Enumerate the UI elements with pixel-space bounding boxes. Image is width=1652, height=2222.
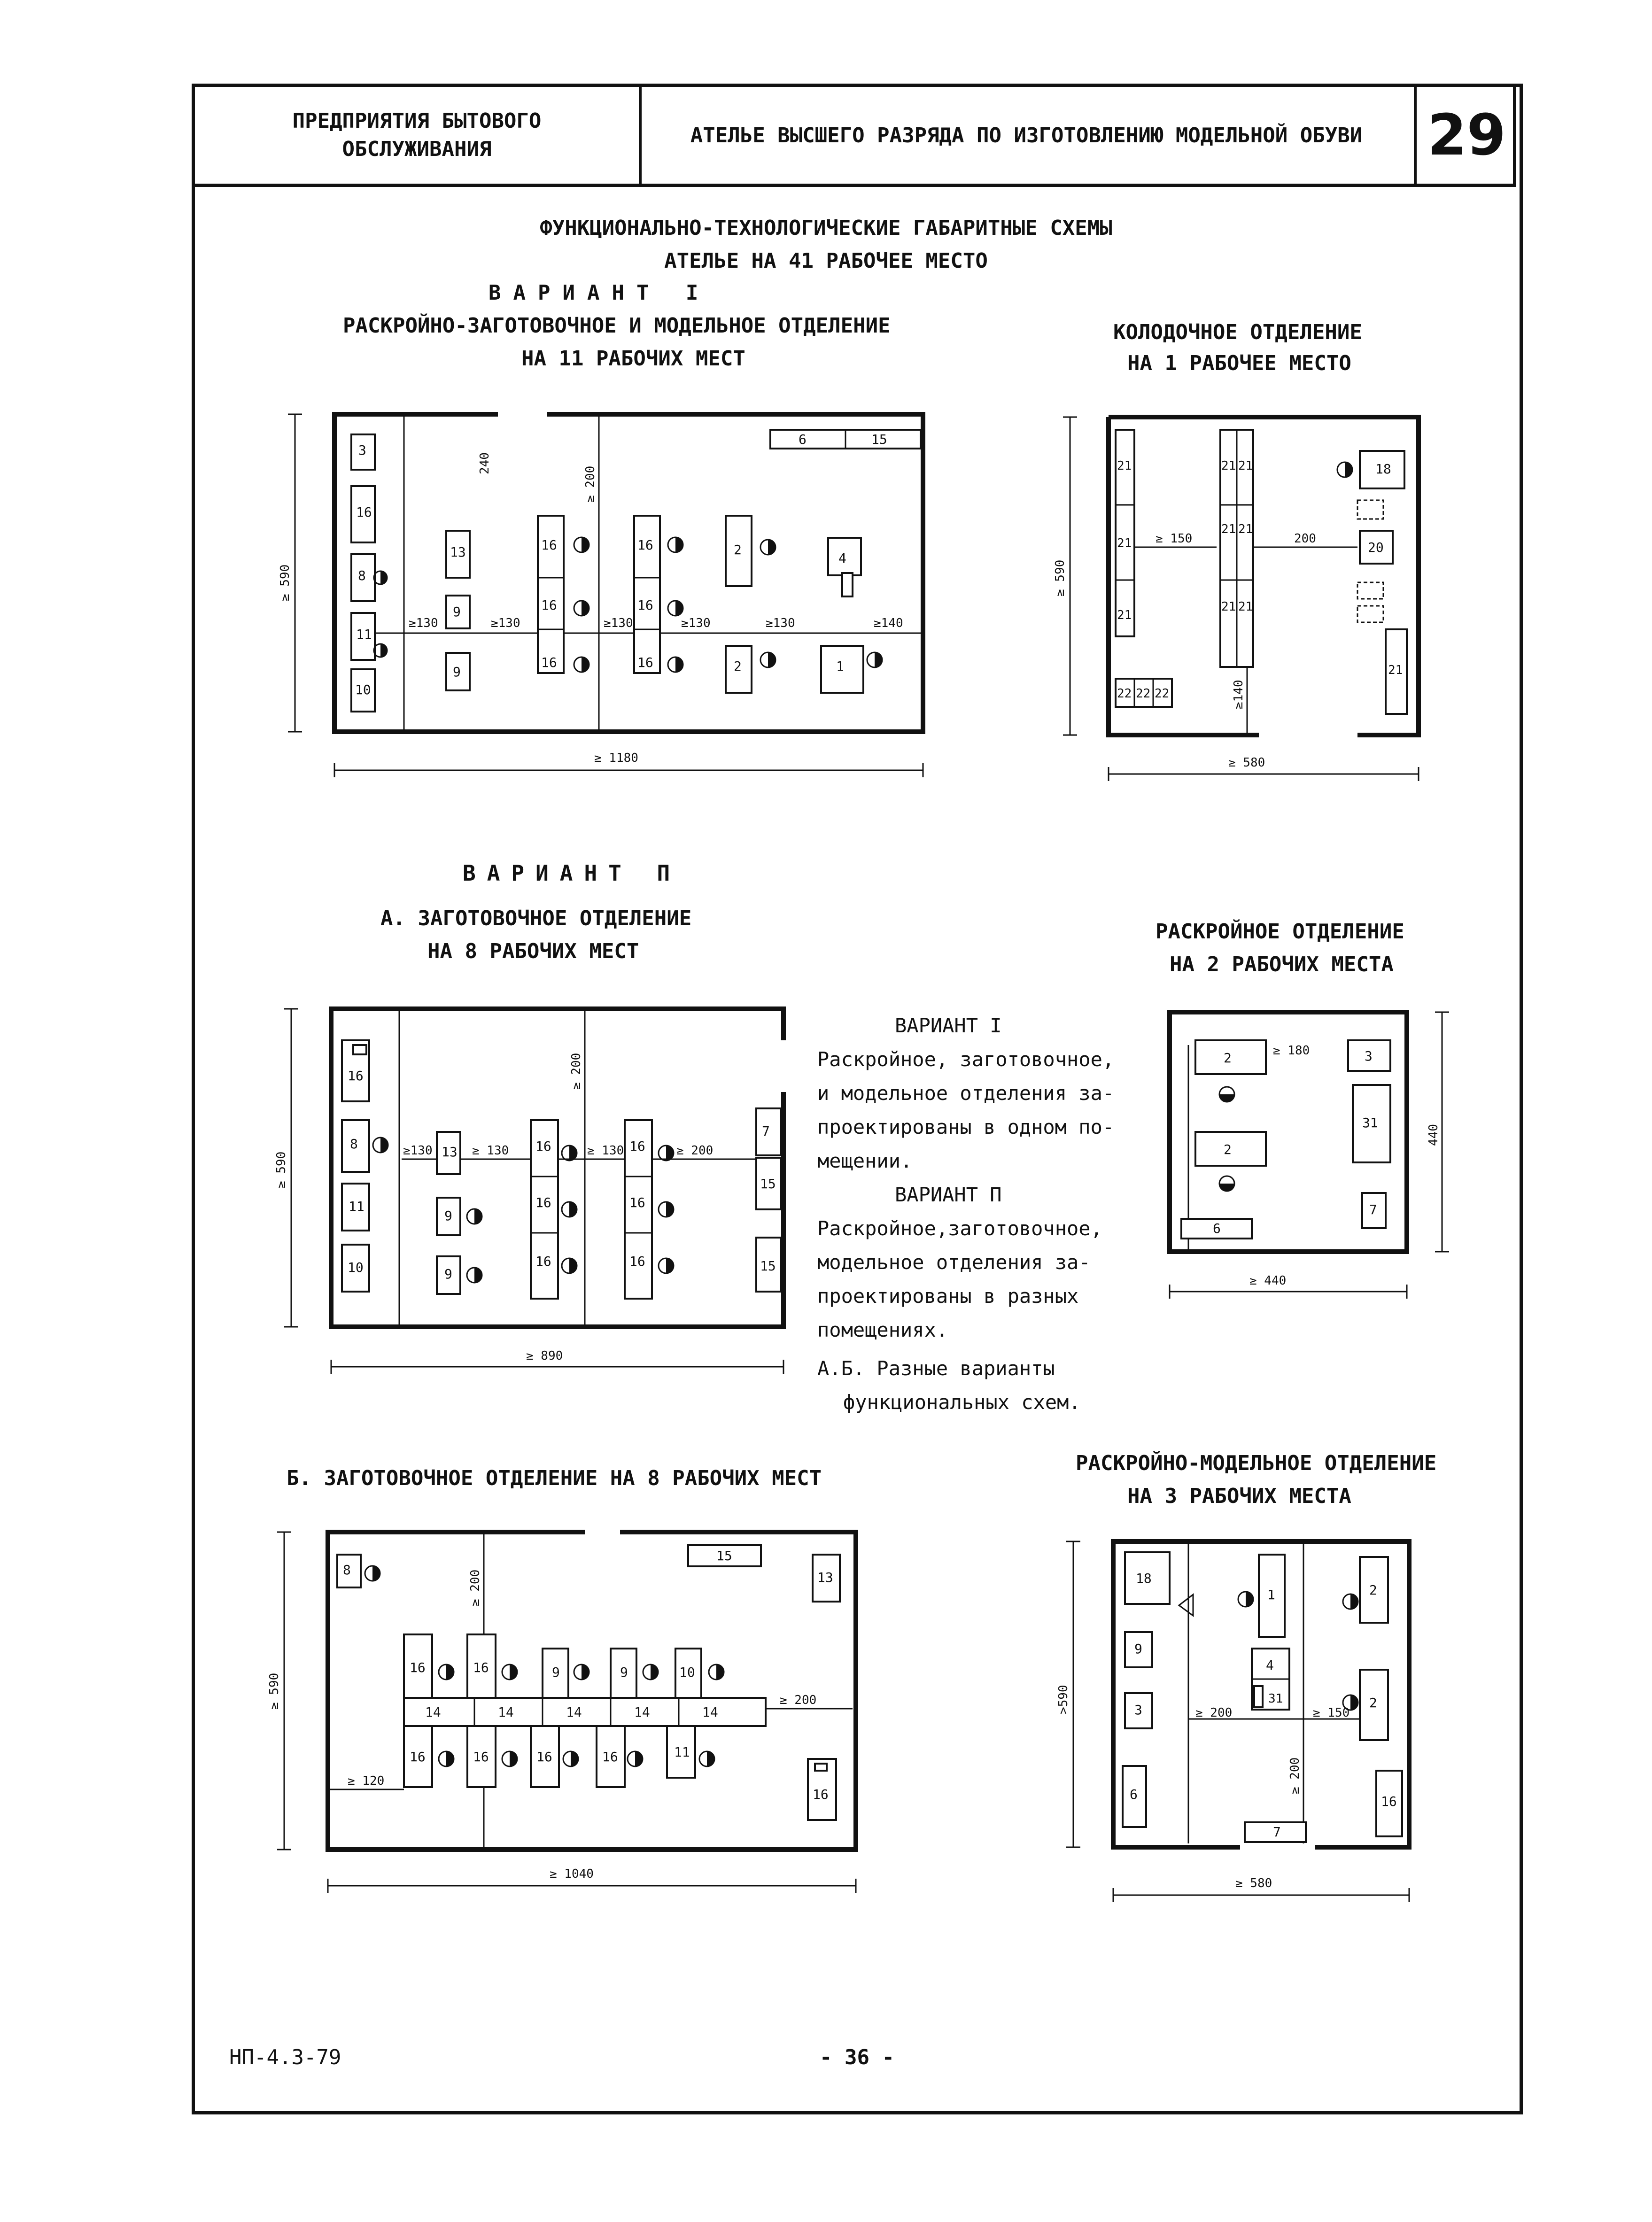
note-v2-line-4: помещениях. — [817, 1318, 948, 1341]
svg-text:31: 31 — [1362, 1115, 1378, 1130]
svg-text:16: 16 — [535, 1195, 551, 1210]
svg-text:13: 13 — [450, 544, 466, 560]
main-title-line-2: АТЕЛЬЕ НА 41 РАБОЧЕЕ МЕСТО — [664, 249, 988, 273]
svg-text:1: 1 — [836, 658, 844, 674]
dim-v1-a-height: ≥ 590 — [278, 564, 292, 601]
plan-v2-d-cutting-model-workshop — [1066, 1541, 1409, 1902]
main-title-line-1: ФУНКЦИОНАЛЬНО-ТЕХНОЛОГИЧЕСКИЕ ГАБАРИТНЫЕ СХЕМЫ — [540, 216, 1112, 240]
plan-v2-c-sewing-workshop — [277, 1532, 856, 1893]
note-v1-line-2: и модельное отделения за- — [817, 1082, 1115, 1105]
svg-text:≥130: ≥130 — [681, 616, 711, 630]
svg-text:≥ 180: ≥ 180 — [1273, 1044, 1310, 1058]
svg-text:≥ 200: ≥ 200 — [780, 1693, 817, 1707]
svg-text:9: 9 — [453, 664, 461, 680]
svg-text:16: 16 — [637, 537, 653, 553]
svg-text:1: 1 — [1267, 1587, 1275, 1603]
svg-text:9: 9 — [444, 1266, 452, 1282]
svg-text:14: 14 — [498, 1704, 514, 1720]
svg-text:3: 3 — [1134, 1702, 1142, 1718]
svg-text:7: 7 — [1369, 1202, 1377, 1217]
svg-text:15: 15 — [760, 1176, 776, 1192]
svg-text:≥130: ≥130 — [403, 1144, 433, 1158]
svg-text:22: 22 — [1117, 687, 1132, 701]
svg-text:21: 21 — [1221, 522, 1236, 536]
page-number: - 36 - — [820, 2045, 894, 2069]
plan-v1-cutting-workshop — [288, 414, 923, 777]
svg-text:16: 16 — [629, 1138, 645, 1154]
svg-text:18: 18 — [1136, 1571, 1152, 1586]
svg-text:≥ 200: ≥ 200 — [569, 1053, 583, 1090]
svg-text:8: 8 — [343, 1562, 351, 1578]
dim-v2-d-height: >590 — [1056, 1685, 1070, 1714]
svg-text:16: 16 — [536, 1749, 552, 1765]
svg-text:2: 2 — [1369, 1695, 1377, 1711]
plan-v2-a-sewing-workshop — [284, 1009, 783, 1374]
svg-text:2: 2 — [1224, 1142, 1232, 1157]
svg-text:10: 10 — [355, 682, 371, 697]
svg-text:9: 9 — [552, 1665, 560, 1680]
svg-text:6: 6 — [799, 432, 807, 447]
svg-text:14: 14 — [425, 1704, 441, 1720]
svg-text:9: 9 — [1134, 1641, 1142, 1657]
svg-text:16: 16 — [473, 1660, 489, 1675]
dim-v1-a-width: ≥ 1180 — [594, 751, 638, 765]
dim-v2-a-width: ≥ 890 — [526, 1349, 563, 1363]
svg-text:16: 16 — [348, 1068, 364, 1084]
dim-v1-b-height: ≥ 590 — [1053, 559, 1067, 596]
v2-section-b-title-1: РАСКРОЙНОЕ ОТДЕЛЕНИЕ — [1156, 920, 1404, 944]
document-code: НП-4.3-79 — [229, 2045, 341, 2069]
note-v1-line-4: мещении. — [817, 1149, 913, 1172]
svg-text:21: 21 — [1238, 600, 1253, 614]
svg-text:21: 21 — [1238, 522, 1253, 536]
svg-text:16: 16 — [637, 655, 653, 670]
dim-v1-b-width: ≥ 580 — [1228, 756, 1265, 770]
svg-text:9: 9 — [444, 1208, 452, 1223]
svg-text:11: 11 — [349, 1199, 365, 1214]
svg-text:11: 11 — [674, 1744, 690, 1760]
sheet-number: 29 — [1427, 102, 1506, 168]
note-v1-line-1: Раскройное, заготовочное, — [817, 1048, 1115, 1071]
svg-text:8: 8 — [358, 568, 366, 583]
svg-text:16: 16 — [410, 1660, 426, 1675]
plan-v2-b-cutting-workshop — [1170, 1012, 1449, 1299]
dim-v2-c-height: ≥ 590 — [267, 1672, 281, 1710]
dim-v2-b-width: ≥ 440 — [1249, 1274, 1287, 1288]
svg-text:≥ 200: ≥ 200 — [1195, 1706, 1233, 1720]
dim-v2-b-height: 440 — [1427, 1124, 1441, 1146]
v2-section-d-title-1: РАСКРОЙНО-МОДЕЛЬНОЕ ОТДЕЛЕНИЕ — [1076, 1451, 1437, 1475]
svg-text:6: 6 — [1130, 1787, 1138, 1802]
svg-text:≥ 200: ≥ 200 — [676, 1144, 714, 1158]
svg-text:10: 10 — [679, 1665, 695, 1680]
note-v1-line-3: проектированы в одном по- — [817, 1115, 1115, 1138]
v2-section-a-title-1: А. ЗАГОТОВОЧНОЕ ОТДЕЛЕНИЕ — [380, 906, 692, 930]
svg-text:16: 16 — [629, 1254, 645, 1269]
svg-text:16: 16 — [602, 1749, 618, 1765]
svg-text:21: 21 — [1117, 459, 1132, 473]
svg-text:≥ 150: ≥ 150 — [1156, 532, 1193, 546]
svg-text:≥ 200: ≥ 200 — [1288, 1757, 1302, 1794]
svg-text:2: 2 — [1369, 1582, 1377, 1598]
svg-text:≥ 200: ≥ 200 — [468, 1569, 482, 1606]
svg-text:31: 31 — [1268, 1692, 1283, 1706]
svg-text:14: 14 — [566, 1704, 582, 1720]
svg-text:14: 14 — [634, 1704, 650, 1720]
svg-text:16: 16 — [1381, 1794, 1397, 1809]
org-line-1: ПРЕДПРИЯТИЯ БЫТОВОГО — [292, 109, 542, 133]
svg-text:7: 7 — [1273, 1824, 1281, 1840]
svg-text:16: 16 — [410, 1749, 426, 1765]
svg-text:≥ 120: ≥ 120 — [348, 1774, 385, 1788]
svg-text:2: 2 — [734, 542, 742, 557]
svg-text:16: 16 — [473, 1749, 489, 1765]
v2-section-b-title-2: НА 2 РАБОЧИХ МЕСТА — [1170, 952, 1394, 976]
svg-text:3: 3 — [358, 442, 366, 458]
svg-text:11: 11 — [356, 627, 372, 642]
v1-section-a-title-1: РАСКРОЙНО-ЗАГОТОВОЧНОЕ И МОДЕЛЬНОЕ ОТДЕЛЕНИЕ — [343, 314, 891, 338]
note-v2-line-3: проектированы в разных — [817, 1285, 1079, 1308]
svg-text:21: 21 — [1117, 608, 1132, 622]
dim-v2-a-height: ≥ 590 — [274, 1151, 288, 1188]
v1-section-b-title-2: НА 1 РАБОЧЕЕ МЕСТО — [1127, 351, 1351, 375]
svg-text:6: 6 — [1213, 1221, 1221, 1236]
note-v2-title: ВАРИАНТ П — [895, 1183, 1002, 1206]
svg-text:≥ 130: ≥ 130 — [472, 1144, 509, 1158]
svg-text:≥ 200: ≥ 200 — [583, 465, 597, 503]
svg-text:7: 7 — [762, 1123, 770, 1139]
svg-text:≥140: ≥140 — [874, 616, 903, 630]
svg-text:≥130: ≥130 — [604, 616, 633, 630]
svg-text:16: 16 — [356, 504, 372, 520]
v2-section-c-title: Б. ЗАГОТОВОЧНОЕ ОТДЕЛЕНИЕ НА 8 РАБОЧИХ МЕСТ — [287, 1466, 822, 1490]
svg-text:240: 240 — [478, 452, 492, 474]
svg-text:15: 15 — [716, 1548, 732, 1564]
svg-text:4: 4 — [1266, 1657, 1274, 1673]
svg-text:≥130: ≥130 — [491, 616, 520, 630]
svg-text:9: 9 — [620, 1665, 628, 1680]
note-v2-line-1: Раскройное,заготовочное, — [817, 1217, 1102, 1240]
variant-1-label: ВАРИАНТ I — [489, 281, 711, 305]
svg-text:16: 16 — [629, 1195, 645, 1210]
svg-text:16: 16 — [535, 1138, 551, 1154]
svg-text:3: 3 — [1365, 1048, 1373, 1064]
svg-text:13: 13 — [817, 1570, 833, 1585]
svg-text:13: 13 — [442, 1144, 458, 1160]
svg-text:≥ 130: ≥ 130 — [587, 1144, 624, 1158]
svg-text:2: 2 — [1224, 1050, 1232, 1066]
svg-text:18: 18 — [1375, 461, 1391, 477]
v1-section-b-title-1: КОЛОДОЧНОЕ ОТДЕЛЕНИЕ — [1113, 320, 1362, 344]
svg-text:16: 16 — [535, 1254, 551, 1269]
dim-v2-c-width: ≥ 1040 — [550, 1867, 594, 1881]
svg-text:200: 200 — [1294, 532, 1316, 546]
svg-text:≥130: ≥130 — [766, 616, 795, 630]
svg-text:21: 21 — [1221, 459, 1236, 473]
svg-text:2: 2 — [734, 658, 742, 674]
svg-text:22: 22 — [1136, 687, 1151, 701]
svg-text:≥140: ≥140 — [1232, 680, 1246, 709]
svg-text:16: 16 — [813, 1787, 829, 1802]
note-v2-line-2: модельное отделения за- — [817, 1251, 1091, 1274]
svg-text:22: 22 — [1155, 687, 1170, 701]
v2-section-d-title-2: НА 3 РАБОЧИХ МЕСТА — [1127, 1484, 1351, 1508]
svg-text:16: 16 — [541, 537, 557, 553]
svg-text:21: 21 — [1117, 536, 1132, 550]
svg-text:20: 20 — [1368, 540, 1384, 555]
dim-v2-d-width: ≥ 580 — [1235, 1876, 1272, 1890]
v2-section-a-title-2: НА 8 РАБОЧИХ МЕСТ — [427, 939, 639, 963]
svg-text:15: 15 — [760, 1258, 776, 1274]
svg-text:14: 14 — [702, 1704, 718, 1720]
svg-text:4: 4 — [838, 550, 846, 566]
plan-v1-last-workshop — [1063, 417, 1419, 781]
svg-text:16: 16 — [541, 597, 557, 613]
note-ab-line-1: А.Б. Разные варианты — [817, 1357, 1055, 1380]
svg-text:≥ 150: ≥ 150 — [1313, 1706, 1350, 1720]
svg-text:15: 15 — [871, 432, 887, 447]
v1-section-a-title-2: НА 11 РАБОЧИХ МЕСТ — [521, 347, 745, 371]
svg-text:16: 16 — [541, 655, 557, 670]
svg-text:9: 9 — [453, 604, 461, 619]
variant-2-label: ВАРИАНТ П — [463, 860, 682, 886]
note-v1-title: ВАРИАНТ I — [895, 1014, 1002, 1037]
svg-text:16: 16 — [637, 597, 653, 613]
svg-text:21: 21 — [1221, 600, 1236, 614]
svg-text:8: 8 — [350, 1136, 358, 1152]
org-line-2: ОБСЛУЖИВАНИЯ — [342, 137, 492, 161]
note-ab-line-2: функциональных схем. — [843, 1391, 1081, 1414]
document-title: АТЕЛЬЕ ВЫСШЕГО РАЗРЯДА ПО ИЗГОТОВЛЕНИЮ МОДЕЛЬНОЙ ОБУВИ — [639, 87, 1417, 184]
svg-text:10: 10 — [348, 1260, 364, 1275]
svg-text:21: 21 — [1238, 459, 1253, 473]
svg-text:≥130: ≥130 — [409, 616, 438, 630]
svg-text:21: 21 — [1388, 663, 1403, 677]
